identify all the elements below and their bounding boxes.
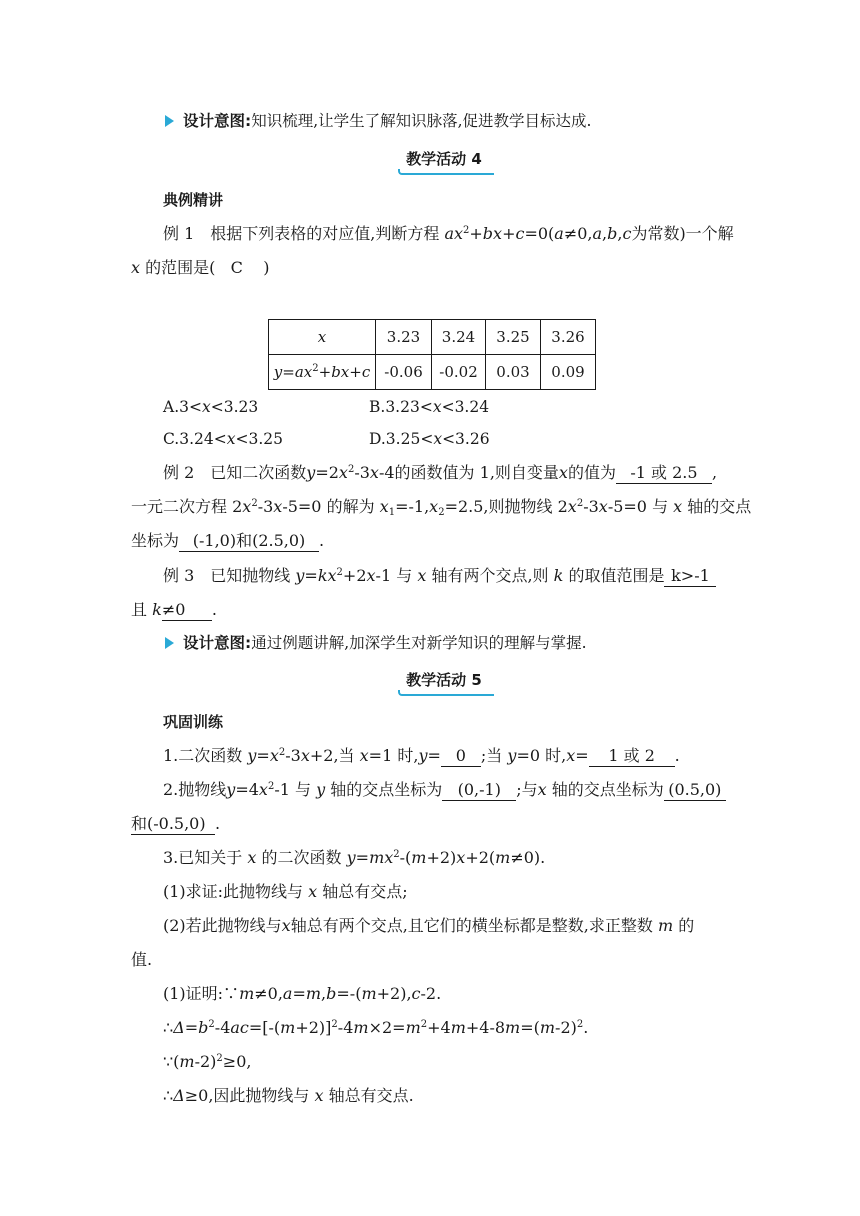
- example-2-line-3: 坐标为 (-1,0)和(2.5,0) .: [131, 531, 325, 550]
- question-2-line-1: 2.抛物线$y=4x^2-1$ 与 y 轴的交点坐标为 (0,-1) ;与x 轴的交点坐标为 (0.5,0): [163, 778, 763, 802]
- example-3-blank: k>-1: [664, 566, 716, 587]
- proof-line-3: $\because(m-2)^2\ge 0$,: [163, 1052, 252, 1071]
- question-2-blank-1: (0,-1): [442, 780, 516, 801]
- example-1-line-2: x 的范围是( C ): [131, 258, 270, 277]
- option-c: C.3.24<x<3.25: [163, 430, 283, 448]
- example-3-line-1: 例 3 已知抛物线 $y=kx^2+2x-1$ 与 x 轴有两个交点,则 k 的取值范围是 k>-1: [163, 564, 763, 588]
- example-2-line-2: 一元二次方程 $2x^2-3x-5=0$ 的解为 $x_1=-1,x_2=2.5$,则抛物线 $2x^2-3x-5=0$ 与 x 轴的交点: [131, 497, 752, 518]
- table-row: x 3.23 3.24 3.25 3.26: [269, 320, 596, 355]
- activity-5-heading: 教学活动 5: [396, 669, 492, 691]
- question-1: 1.二次函数 $y=x^2-3x+2$,当 x=1 时,y= 0 ;当 y=0 时,x= 1 或 2 .: [163, 746, 680, 765]
- example-2-blank-1: -1 或 2.5: [616, 463, 712, 484]
- proof-line-1: (1)证明:∵m≠0,a=m,b=-(m+2),c-2.: [163, 984, 442, 1003]
- table-row: $y=ax^2+bx+c$ -0.06 -0.02 0.03 0.09: [269, 355, 596, 390]
- example-3-line-2: 且 k≠0 .: [131, 600, 217, 619]
- option-a: A.3<x<3.23: [163, 398, 259, 416]
- option-d: D.3.25<x<3.26: [369, 430, 490, 448]
- design-intent-1: 设计意图:知识梳理,让学生了解知识脉落,促进教学目标达成.: [183, 112, 592, 130]
- example-2-line-1: 例 2 已知二次函数$y=2x^2-3x-4$的函数值为 1,则自变量x的值为 -1 或 2.5 ,: [163, 463, 718, 482]
- design-marker-icon: [165, 637, 174, 649]
- proof-line-4: ∴Δ≥0,因此抛物线与 x 轴总有交点.: [163, 1086, 414, 1105]
- value-table: [268, 319, 596, 390]
- question-1-blank-1: 0: [441, 746, 481, 767]
- example-1-line-1: 例 1 根据下列表格的对应值,判断方程 $ax^2+bx+c=0(a\ne 0,a,b,c$为常数)一个解: [163, 224, 734, 243]
- example-1-answer: C: [230, 258, 243, 277]
- activity-4-heading: 教学活动 4: [396, 148, 492, 170]
- question-3-part-2: (2)若此抛物线与x轴总有两个交点,且它们的横坐标都是整数,求正整数 m 的: [163, 916, 695, 935]
- question-2-blank-2: (0.5,0): [664, 780, 726, 801]
- question-3: 3.已知关于 x 的二次函数 $y=mx^2-(m+2)x+2(m\ne 0)$.: [163, 848, 546, 867]
- option-b: B.3.23<x<3.24: [369, 398, 490, 416]
- design-intent-2: 设计意图:通过例题讲解,加深学生对新学知识的理解与掌握.: [183, 634, 587, 652]
- section-title-practice: 巩固训练: [163, 713, 224, 731]
- design-marker-icon: [165, 115, 174, 127]
- question-3-part-2-cont: 值.: [131, 950, 153, 969]
- section-title-examples: 典例精讲: [163, 191, 224, 209]
- question-3-part-1: (1)求证:此抛物线与 x 轴总有交点;: [163, 882, 408, 901]
- question-1-blank-2: 1 或 2: [589, 746, 675, 767]
- example-2-blank-2: (-1,0)和(2.5,0): [179, 531, 319, 552]
- question-2-line-2: 和(-0.5,0) .: [131, 814, 221, 833]
- proof-line-2: $\therefore\Delta=b^2-4ac=[-(m+2)]^2-4m\times 2=m^2+4m+4-8m=(m-2)^2$.: [163, 1018, 589, 1037]
